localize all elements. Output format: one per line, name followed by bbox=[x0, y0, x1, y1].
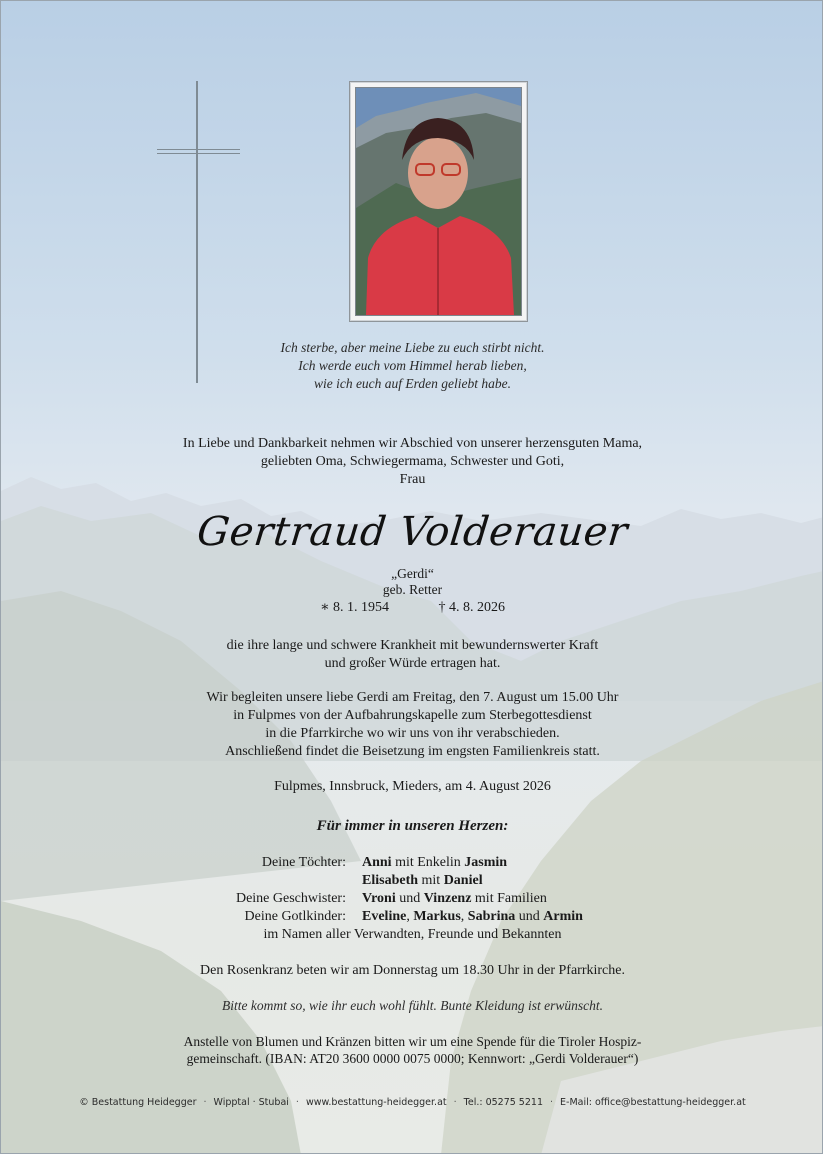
service-line: in die Pfarrkirche wo wir uns von ihr verabschieden. bbox=[265, 726, 560, 741]
rosary-text: Den Rosenkranz beten wir am Donnerstag um 18.30 Uhr in der Pfarrkirche. bbox=[200, 963, 625, 978]
footer-region: Wipptal · Stubai bbox=[213, 1097, 289, 1108]
illness-line: und großer Würde ertragen hat. bbox=[324, 656, 501, 671]
service-line: Wir begleiten unsere liebe Gerdi am Freitag, den 7. August um 15.00 Uhr bbox=[206, 690, 619, 705]
portrait-frame bbox=[349, 81, 528, 322]
cross-icon-beam bbox=[157, 149, 240, 154]
service-line: Anschließend findet die Beisetzung im engsten Familienkreis statt. bbox=[225, 744, 600, 759]
footer-company: © Bestattung Heidegger bbox=[79, 1097, 197, 1108]
family-row-daughters bbox=[1, 854, 823, 872]
dates-row bbox=[1, 599, 823, 616]
dress-code-text: Bitte kommt so, wie ihr euch wohl fühlt. Bunte Kleidung ist erwünscht. bbox=[222, 998, 603, 1013]
footer: © Bestattung Heidegger · Wipptal · Stubai · www.bestattung-heidegger.at · Tel.: 05275 5211 · E-Mail: office@bestattung-heidegger.at bbox=[79, 1097, 746, 1108]
footer-phone: Tel.: 05275 5211 bbox=[463, 1097, 543, 1108]
family-members: Elisabeth mit Daniel bbox=[362, 873, 483, 888]
cross-icon bbox=[196, 81, 198, 383]
intro-line: Frau bbox=[399, 472, 426, 487]
service-line: in Fulpmes von der Aufbahrungskapelle zum Sterbegottesdienst bbox=[233, 708, 592, 723]
family-members: Eveline, Markus, Sabrina und Armin bbox=[362, 909, 583, 924]
portrait-photo bbox=[355, 87, 522, 316]
maiden-name: geb. Retter bbox=[382, 582, 443, 597]
family-row-siblings bbox=[1, 890, 823, 908]
family-members: Vroni und Vinzenz mit Familien bbox=[362, 891, 547, 906]
deceased-details bbox=[1, 566, 823, 598]
place-date: Fulpmes, Innsbruck, Mieders, am 4. August 2026 bbox=[274, 779, 551, 794]
intro-line: geliebten Oma, Schwiegermama, Schwester und Goti, bbox=[260, 454, 565, 469]
family-row-relatives bbox=[1, 926, 823, 944]
family-list bbox=[1, 854, 823, 944]
deceased-name: Gertraud Volderauer bbox=[194, 509, 631, 555]
illness-text bbox=[1, 637, 823, 673]
nickname: „Gerdi“ bbox=[391, 566, 434, 581]
relatives-line: im Namen aller Verwandten, Freunde und Bekannten bbox=[263, 927, 562, 942]
donation-line: gemeinschaft. (IBAN: AT20 3600 0000 0075 0000; Kennwort: „Gerdi Volderauer“) bbox=[186, 1051, 639, 1066]
birth-date: ∗ 8. 1. 1954 bbox=[319, 600, 389, 615]
family-row-daughter-2 bbox=[1, 872, 823, 890]
quote bbox=[1, 339, 823, 393]
family-label: Deine Töchter: bbox=[261, 855, 346, 870]
intro-line: In Liebe und Dankbarkeit nehmen wir Abschied von unserer herzensguten Mama, bbox=[182, 436, 643, 451]
quote-line: wie ich euch auf Erden geliebt habe. bbox=[313, 376, 512, 391]
footer-website-link[interactable]: www.bestattung-heidegger.at bbox=[305, 1097, 447, 1108]
illness-line: die ihre lange und schwere Krankheit mit bewundernswerter Kraft bbox=[226, 638, 599, 653]
family-members: Anni mit Enkelin Jasmin bbox=[362, 855, 508, 870]
family-label: Deine Geschwister: bbox=[235, 891, 346, 906]
intro-text bbox=[1, 435, 823, 489]
donation-text bbox=[1, 1033, 823, 1067]
family-label: Deine Gotlkinder: bbox=[244, 909, 346, 924]
service-text bbox=[1, 689, 823, 761]
death-date: † 4. 8. 2026 bbox=[438, 600, 505, 615]
donation-line: Anstelle von Blumen und Kränzen bitten wir um eine Spende für die Tiroler Hospiz- bbox=[183, 1034, 642, 1049]
quote-line: Ich werde euch vom Himmel herab lieben, bbox=[298, 358, 527, 373]
family-row-godchildren bbox=[1, 908, 823, 926]
forever-heading: Für immer in unseren Herzen: bbox=[316, 818, 509, 834]
footer-email-link[interactable]: E-Mail: office@bestattung-heidegger.at bbox=[560, 1097, 746, 1108]
quote-line: Ich sterbe, aber meine Liebe zu euch stirbt nicht. bbox=[280, 340, 545, 355]
